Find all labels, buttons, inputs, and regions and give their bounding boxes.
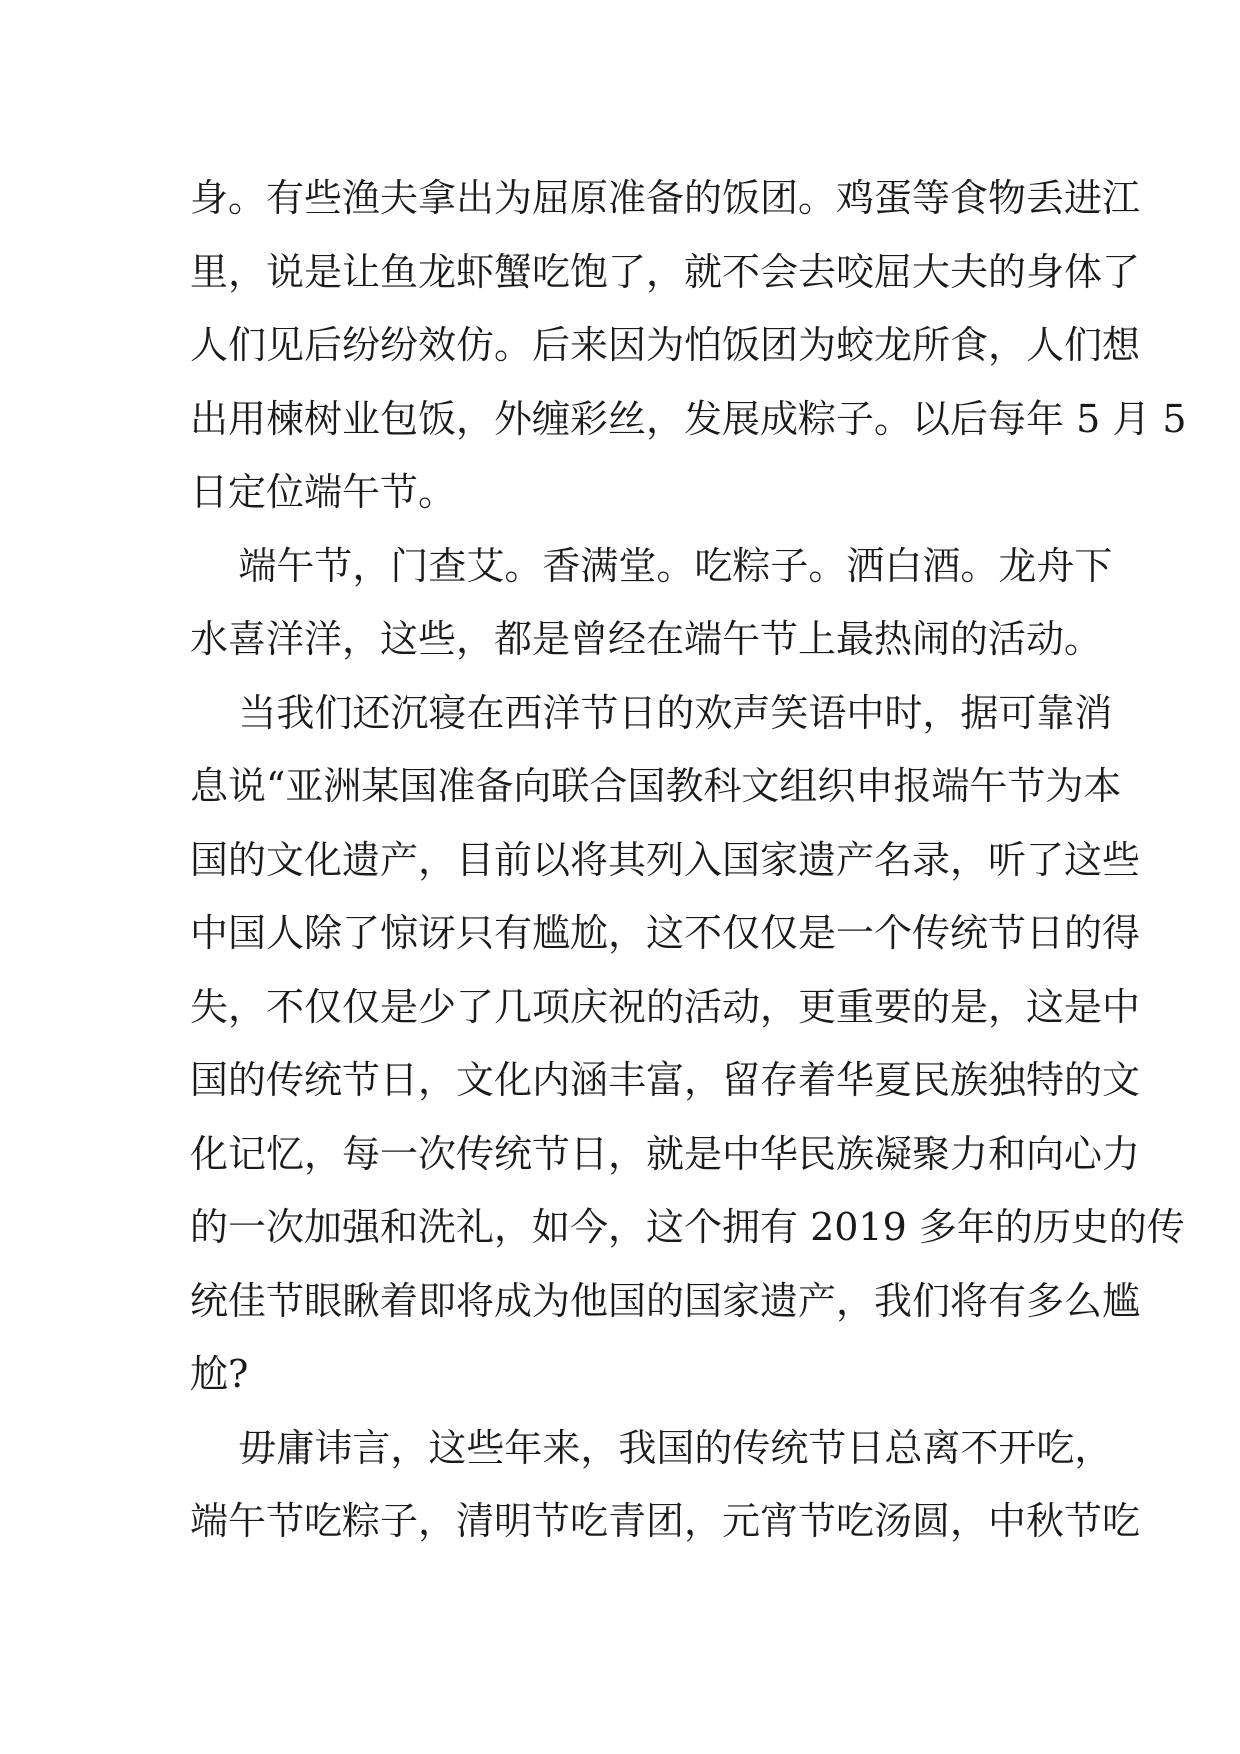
text-line: 身。有些渔夫拿出为屈原准备的饭团。鸡蛋等食物丢进江 <box>190 176 1141 220</box>
paragraph <box>190 530 1113 677</box>
text-line: 端午节吃粽子，清明节吃青团，元宵节吃汤圆，中秋节吃 <box>190 1499 1141 1543</box>
text-line: 毋庸讳言，这些年来，我国的传统节日总离不开吃， <box>190 1425 1113 1470</box>
text-line: 当我们还沉寝在西洋节日的欢声笑语中时，据可靠消 <box>190 690 1113 735</box>
paragraph <box>190 162 1187 530</box>
text-line: 中国人除了惊讶只有尴尬，这不仅仅是一个传统节日的得 <box>190 911 1141 955</box>
text-line: 息说“亚洲某国准备向联合国教科文组织申报端午节为本 <box>190 764 1122 808</box>
text-line: 出用楝树业包饭，外缠彩丝，发展成粽子。以后每年 5 月 5 <box>190 396 1187 441</box>
document-body <box>190 162 1187 1559</box>
text-line: 端午节，门查艾。香满堂。吃粽子。洒白酒。龙舟下 <box>190 543 1113 588</box>
text-line: 人们见后纷纷效仿。后来因为怕饭团为蛟龙所食，人们想 <box>190 323 1141 367</box>
text-line: 化记忆，每一次传统节日，就是中华民族凝聚力和向心力 <box>190 1131 1141 1176</box>
text-line: 里，说是让鱼龙虾蟹吃饱了，就不会去咬屈大夫的身体了 <box>190 249 1141 294</box>
text-line: 统佳节眼瞅着即将成为他国的国家遗产，我们将有多么尴 <box>190 1278 1141 1323</box>
paragraph <box>190 1412 1141 1559</box>
paragraph <box>190 677 1185 1412</box>
text-line: 的一次加强和洗礼，如今，这个拥有 2019 多年的历史的传 <box>190 1205 1185 1249</box>
text-line: 尬? <box>190 1352 249 1396</box>
text-line: 日定位端午节。 <box>190 470 457 514</box>
text-line: 国的传统节日，文化内涵丰富，留存着华夏民族独特的文 <box>190 1058 1141 1102</box>
text-line: 水喜洋洋，这些，都是曾经在端午节上最热闹的活动。 <box>190 617 1103 661</box>
text-line: 国的文化遗产，目前以将其列入国家遗产名录，听了这些 <box>190 837 1141 882</box>
text-line: 失，不仅仅是少了几项庆祝的活动，更重要的是，这是中 <box>190 984 1141 1029</box>
